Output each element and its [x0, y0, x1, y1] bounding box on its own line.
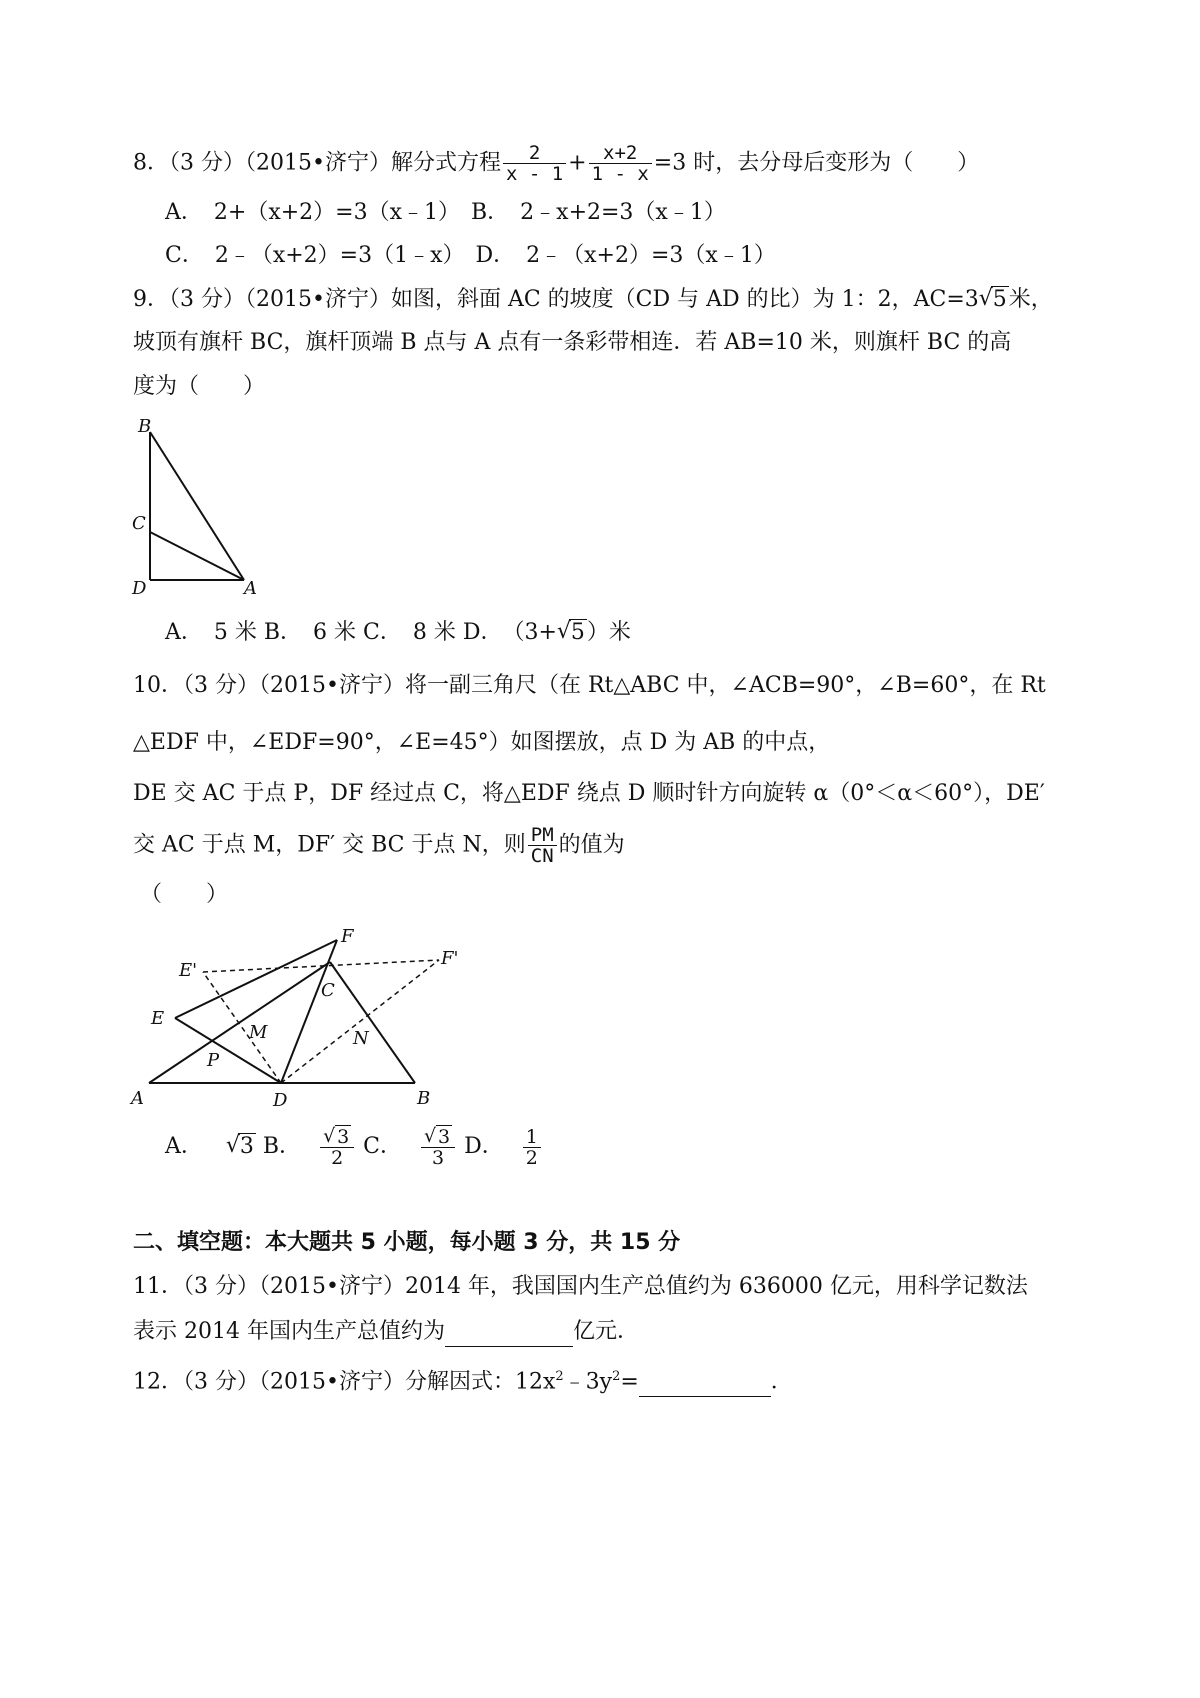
q9-options-end: ）米 — [586, 620, 631, 645]
frac-denominator: 2 — [331, 1146, 344, 1169]
q10-line1: 10．（3 分）（2015•济宁）将一副三角尺（在 Rt△ABC 中，∠ACB=90°，∠B=60°，在 Rt — [133, 673, 1046, 698]
option-d-label: D． — [464, 1134, 504, 1159]
frac-numerator: 2 — [503, 143, 566, 164]
label-D: D — [132, 578, 147, 599]
q12-end: ． — [770, 1369, 793, 1395]
option-d-frac — [523, 1127, 541, 1168]
q8-frac1 — [503, 143, 566, 184]
q10-frac — [528, 825, 557, 866]
label-M: M — [249, 1022, 268, 1043]
q11-line2b: 亿元． — [572, 1319, 639, 1344]
q10-line4a: 交 AC 于点 M，DF′ 交 BC 于点 N，则 — [133, 832, 526, 858]
label-C: C — [132, 513, 146, 534]
q10-line4 — [133, 825, 625, 866]
q11-line1: 11．（3 分）（2015•济宁）2014 年，我国国内生产总值约为 636000 亿元，用科学记数法 — [133, 1274, 1028, 1299]
frac-denominator: 2 — [525, 1146, 538, 1169]
frac-denominator: 3 — [432, 1146, 445, 1169]
radicand: 3 — [438, 1125, 451, 1148]
sqrt-symbol — [323, 1127, 351, 1147]
label-E-prime: E' — [179, 960, 198, 981]
frac-numerator: 1 — [523, 1127, 541, 1148]
segment-BA — [150, 432, 244, 580]
equals-sign: = — [620, 1369, 639, 1395]
q8-stem — [133, 143, 979, 184]
q9-options-text: A． 5 米 B． 6 米 C． 8 米 D． （3+ — [165, 620, 557, 645]
label-A: A — [244, 578, 257, 599]
q9-line3: 度为（ ） — [133, 374, 266, 399]
segment-AC — [149, 962, 330, 1083]
label-E: E — [151, 1008, 165, 1029]
label-B: B — [417, 1088, 431, 1109]
exponent: 2 — [555, 1369, 564, 1384]
q8-suffix: =3 时，去分母后变形为（ ） — [653, 150, 980, 176]
frac-numerator — [320, 1127, 354, 1148]
q10-line3: DE 交 AC 于点 P，DF 经过点 C，将△EDF 绕点 D 顺时针方向旋转 α（0°＜α＜60°），DE′ — [133, 781, 1045, 806]
radicand: 3 — [337, 1125, 350, 1148]
option-b-frac — [320, 1127, 354, 1168]
q12-prefix: 12．（3 分）（2015•济宁）分解因式：12x — [133, 1369, 556, 1395]
segment-EF — [175, 940, 337, 1018]
option-b-label: B． — [262, 1134, 302, 1159]
radicand: 3 — [239, 1134, 254, 1159]
segment-CB — [330, 962, 415, 1083]
sqrt-symbol — [557, 618, 587, 648]
plus-sign: + — [568, 150, 587, 176]
q12-mid: ﹣3y — [563, 1369, 613, 1395]
q8-prefix: 8．（3 分）（2015•济宁）解分式方程 — [133, 150, 501, 176]
q8-frac2 — [589, 143, 652, 184]
q9-line2: 坡顶有旗杆 BC，旗杆顶端 B 点与 A 点有一条彩带相连．若 AB=10 米，则旗杆 BC 的高 — [133, 330, 1012, 355]
label-C: C — [321, 980, 335, 1001]
option-a-label: A． — [165, 1134, 203, 1159]
label-D: D — [273, 1090, 288, 1111]
label-B: B — [138, 416, 152, 437]
frac-denominator: x - 1 — [505, 163, 564, 185]
q10-options — [165, 1120, 543, 1174]
q9-line1a: 9．（3 分）（2015•济宁）如图，斜面 AC 的坡度（CD 与 AD 的比）为 1：2，AC=3 — [133, 287, 979, 312]
q10-line4b: 的值为 — [558, 832, 625, 858]
exponent: 2 — [612, 1369, 621, 1384]
q8-options-cd: C． 2﹣（x+2）=3（1﹣x） D． 2﹣（x+2）=3（x﹣1） — [165, 243, 776, 268]
label-A: A — [131, 1088, 144, 1109]
label-P: P — [207, 1050, 220, 1071]
frac-denominator: 1 - x — [591, 163, 649, 185]
q9-options — [165, 618, 631, 648]
label-F: F — [341, 926, 354, 947]
q9-figure — [120, 410, 280, 600]
q12-line — [133, 1362, 793, 1397]
radicand: 5 — [992, 287, 1007, 312]
sqrt-symbol — [226, 1120, 256, 1174]
q9-line1b: 米， — [1008, 287, 1053, 312]
section-title: 二、填空题：本大题共 5 小题，每小题 3 分，共 15 分 — [133, 1230, 681, 1255]
answer-blank[interactable] — [445, 1322, 573, 1347]
label-N: N — [353, 1028, 369, 1049]
label-F-prime: F' — [441, 948, 459, 969]
segment-E-prime-F-prime — [203, 960, 439, 972]
answer-blank[interactable] — [639, 1372, 771, 1397]
q11-line2 — [133, 1317, 639, 1347]
segment-DF — [281, 940, 337, 1083]
q11-line2a: 表示 2014 年国内生产总值约为 — [133, 1319, 445, 1344]
frac-numerator: x+2 — [589, 143, 652, 164]
sqrt-symbol — [424, 1127, 452, 1147]
q9-line1 — [133, 285, 1053, 315]
frac-numerator: PM — [528, 825, 557, 846]
radicand: 5 — [570, 620, 585, 645]
q10-line2: △EDF 中，∠EDF=90°，∠E=45°）如图摆放，点 D 为 AB 的中点， — [133, 730, 831, 755]
frac-denominator: CN — [530, 845, 554, 867]
sqrt-symbol — [979, 285, 1009, 315]
q8-options-ab: A． 2+（x+2）=3（x﹣1） B． 2﹣x+2=3（x﹣1） — [165, 200, 726, 225]
frac-numerator — [421, 1127, 455, 1148]
option-c-label: C． — [363, 1134, 402, 1159]
q10-figure — [125, 920, 475, 1115]
option-c-frac — [421, 1127, 455, 1168]
q10-line5: （ ） — [140, 882, 229, 907]
